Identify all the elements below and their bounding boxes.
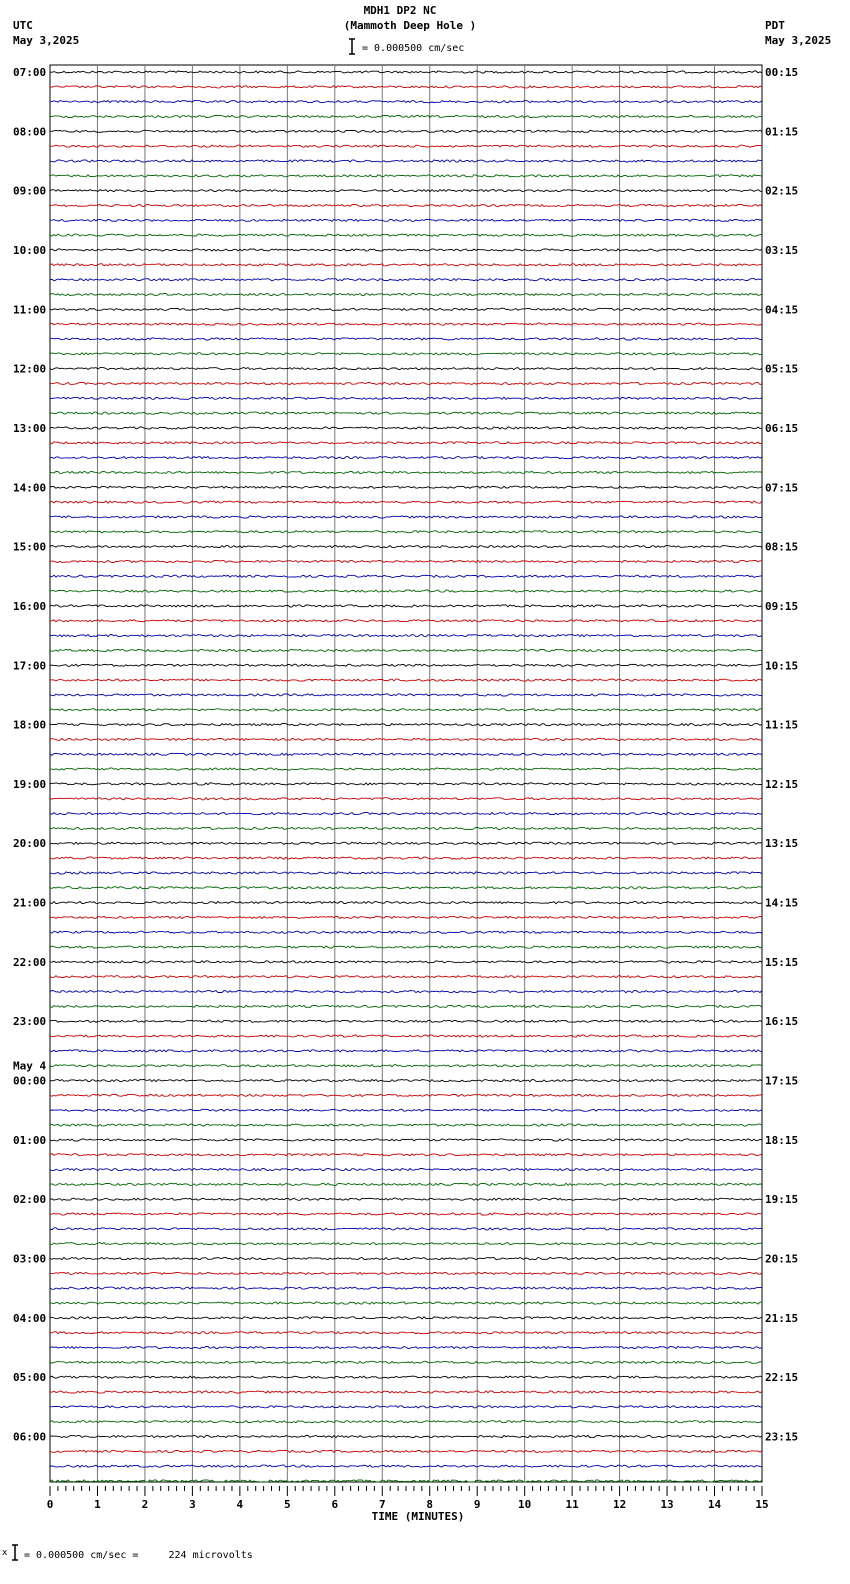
left-time-label: 19:00 — [13, 777, 47, 791]
trace-line — [50, 190, 762, 192]
trace-line — [50, 560, 762, 562]
left-time-label: 22:00 — [13, 955, 47, 969]
left-time-label: 20:00 — [13, 837, 47, 851]
x-tick-label: 5 — [284, 1498, 291, 1511]
station-title: MDH1 DP2 NC — [363, 4, 437, 17]
trace-line — [50, 649, 762, 651]
plot-frame — [50, 65, 762, 1482]
trace-line — [50, 382, 762, 384]
right-time-label: 09:15 — [765, 599, 799, 613]
right-time-label: 04:15 — [765, 303, 799, 317]
x-tick-label: 6 — [331, 1498, 339, 1511]
trace-line — [50, 798, 762, 800]
left-time-label: 05:00 — [13, 1371, 47, 1385]
x-tick-label: 7 — [378, 1498, 386, 1511]
trace-line — [50, 1005, 762, 1007]
left-time-label: 09:00 — [13, 184, 47, 198]
trace-line — [50, 457, 762, 459]
left-time-label: 14:00 — [13, 481, 47, 495]
trace-line — [50, 516, 762, 518]
trace-line — [50, 1080, 762, 1082]
trace-line — [50, 308, 762, 310]
left-time-label: 18:00 — [13, 718, 47, 732]
right-time-label: 08:15 — [765, 540, 799, 554]
trace-line — [50, 1376, 762, 1378]
right-time-label: 15:15 — [765, 955, 799, 969]
trace-line — [50, 486, 762, 488]
trace-line — [50, 813, 762, 815]
footer-marker: x — [2, 1548, 8, 1558]
trace-line — [50, 442, 762, 444]
trace-line — [50, 546, 762, 548]
trace-line — [50, 293, 762, 295]
trace-line — [50, 590, 762, 592]
trace-line — [50, 827, 762, 829]
trace-line — [50, 872, 762, 874]
trace-line — [50, 575, 762, 577]
x-tick-label: 1 — [94, 1498, 101, 1511]
trace-line — [50, 471, 762, 473]
trace-line — [50, 204, 762, 206]
trace-line — [50, 857, 762, 859]
x-tick-label: 15 — [755, 1498, 769, 1511]
trace-line — [50, 664, 762, 666]
trace-line — [50, 1198, 762, 1200]
left-time-label: 10:00 — [13, 243, 47, 257]
right-time-label: 22:15 — [765, 1371, 799, 1385]
right-time-label: 06:15 — [765, 421, 799, 435]
trace-line — [50, 694, 762, 696]
left-time-label: 12:00 — [13, 362, 47, 376]
trace-line — [50, 679, 762, 681]
right-time-label: 23:15 — [765, 1430, 799, 1444]
trace-line — [50, 1243, 762, 1245]
trace-line — [50, 1406, 762, 1408]
right-time-label: 16:15 — [765, 1015, 799, 1029]
right-time-label: 21:15 — [765, 1311, 799, 1325]
right-time-label: 01:15 — [765, 125, 799, 139]
trace-line — [50, 768, 762, 770]
trace-line — [50, 160, 762, 162]
left-date-label: May 4 — [13, 1059, 47, 1073]
trace-line — [50, 1332, 762, 1334]
left-time-label: 16:00 — [13, 599, 47, 613]
right-time-label: 10:15 — [765, 659, 799, 673]
scale-text: = 0.000500 cm/sec — [362, 43, 465, 54]
trace-line — [50, 368, 762, 370]
trace-line — [50, 931, 762, 933]
trace-line — [50, 1287, 762, 1289]
trace-line — [50, 1302, 762, 1304]
trace-line — [50, 946, 762, 948]
left-time-label: 07:00 — [13, 66, 47, 79]
x-tick-label: 4 — [236, 1498, 244, 1511]
x-axis-label: TIME (MINUTES) — [371, 1510, 465, 1523]
trace-line — [50, 1272, 762, 1274]
trace-line — [50, 501, 762, 503]
right-time-label: 11:15 — [765, 718, 799, 732]
x-tick-label: 10 — [518, 1498, 532, 1511]
trace-line — [50, 902, 762, 904]
right-date: May 3,2025 — [765, 34, 832, 47]
left-timezone: UTC — [13, 19, 33, 32]
trace-line — [50, 1168, 762, 1170]
trace-line — [50, 635, 762, 637]
trace-line — [50, 130, 762, 132]
trace-line — [50, 887, 762, 889]
trace-line — [50, 753, 762, 755]
trace-line — [50, 427, 762, 429]
x-tick-label: 11 — [565, 1498, 579, 1511]
left-date: May 3,2025 — [13, 34, 80, 47]
trace-line — [50, 842, 762, 844]
x-tick-label: 12 — [612, 1498, 627, 1511]
right-time-label: 19:15 — [765, 1193, 799, 1207]
trace-line — [50, 531, 762, 533]
trace-line — [50, 219, 762, 221]
trace-line — [50, 1465, 762, 1467]
right-time-label: 05:15 — [765, 362, 799, 376]
right-time-label: 00:15 — [765, 66, 799, 79]
trace-line — [50, 338, 762, 340]
left-time-label: 08:00 — [13, 125, 47, 139]
trace-line — [50, 412, 762, 414]
trace-line — [50, 1109, 762, 1111]
x-tick-label: 9 — [473, 1498, 481, 1511]
trace-line — [50, 249, 762, 251]
trace-line — [50, 1139, 762, 1141]
left-time-label: 03:00 — [13, 1252, 47, 1266]
right-time-label: 07:15 — [765, 481, 799, 495]
left-time-label: 17:00 — [13, 659, 47, 673]
trace-line — [50, 1346, 762, 1348]
left-time-label: 11:00 — [13, 303, 47, 317]
right-time-label: 18:15 — [765, 1133, 799, 1147]
footer-scale-bar-icon — [10, 1544, 20, 1562]
left-time-label: 04:00 — [13, 1311, 47, 1325]
trace-line — [50, 961, 762, 963]
trace-line — [50, 279, 762, 281]
trace-line — [50, 1183, 762, 1185]
trace-line — [50, 234, 762, 236]
trace-line — [50, 1228, 762, 1230]
trace-line — [50, 145, 762, 147]
trace-line — [50, 115, 762, 117]
trace-line — [50, 71, 762, 73]
right-time-label: 03:15 — [765, 243, 799, 257]
right-time-label: 17:15 — [765, 1074, 799, 1088]
trace-line — [50, 724, 762, 726]
left-time-label: 01:00 — [13, 1133, 47, 1147]
site-subtitle: (Mammoth Deep Hole ) — [343, 19, 477, 32]
trace-line — [50, 353, 762, 355]
trace-line — [50, 991, 762, 993]
trace-line — [50, 916, 762, 918]
trace-line — [50, 1450, 762, 1452]
right-timezone: PDT — [765, 19, 785, 32]
x-tick-label: 3 — [189, 1498, 196, 1511]
trace-line — [50, 1361, 762, 1363]
trace-line — [50, 1213, 762, 1215]
left-time-label: 13:00 — [13, 421, 47, 435]
footer-scale-text: = 0.000500 cm/sec = 224 microvolts — [24, 1550, 253, 1561]
left-time-label: 21:00 — [13, 896, 47, 910]
trace-line — [50, 976, 762, 978]
trace-line — [50, 101, 762, 103]
trace-line — [50, 86, 762, 88]
left-time-label: 00:00 — [13, 1074, 47, 1088]
trace-line — [50, 1124, 762, 1126]
left-time-label: 15:00 — [13, 540, 47, 554]
right-time-label: 12:15 — [765, 777, 799, 791]
trace-line — [50, 620, 762, 622]
right-time-label: 13:15 — [765, 837, 799, 851]
trace-line — [50, 1391, 762, 1393]
trace-line — [50, 264, 762, 266]
x-tick-label: 8 — [426, 1498, 434, 1511]
trace-line — [50, 1317, 762, 1319]
left-time-label: 02:00 — [13, 1193, 47, 1207]
x-tick-label: 0 — [46, 1498, 54, 1511]
right-time-label: 20:15 — [765, 1252, 799, 1266]
right-time-label: 02:15 — [765, 184, 799, 198]
trace-line — [50, 323, 762, 325]
x-tick-label: 14 — [707, 1498, 722, 1511]
left-time-label: 23:00 — [13, 1015, 47, 1029]
trace-line — [50, 1065, 762, 1067]
trace-line — [50, 1257, 762, 1259]
x-tick-label: 13 — [660, 1498, 674, 1511]
left-time-label: 06:00 — [13, 1430, 47, 1444]
trace-line — [50, 1435, 762, 1437]
trace-line — [50, 783, 762, 785]
trace-line — [50, 1421, 762, 1423]
trace-line — [50, 1035, 762, 1037]
right-time-label: 14:15 — [765, 896, 799, 910]
trace-line — [50, 1050, 762, 1052]
trace-line — [50, 1020, 762, 1022]
trace-line — [50, 1094, 762, 1096]
trace-line — [50, 175, 762, 177]
trace-line — [50, 709, 762, 711]
trace-line — [50, 1154, 762, 1156]
trace-line — [50, 605, 762, 607]
trace-line — [50, 738, 762, 740]
trace-line — [50, 397, 762, 399]
x-tick-label: 2 — [141, 1498, 149, 1511]
